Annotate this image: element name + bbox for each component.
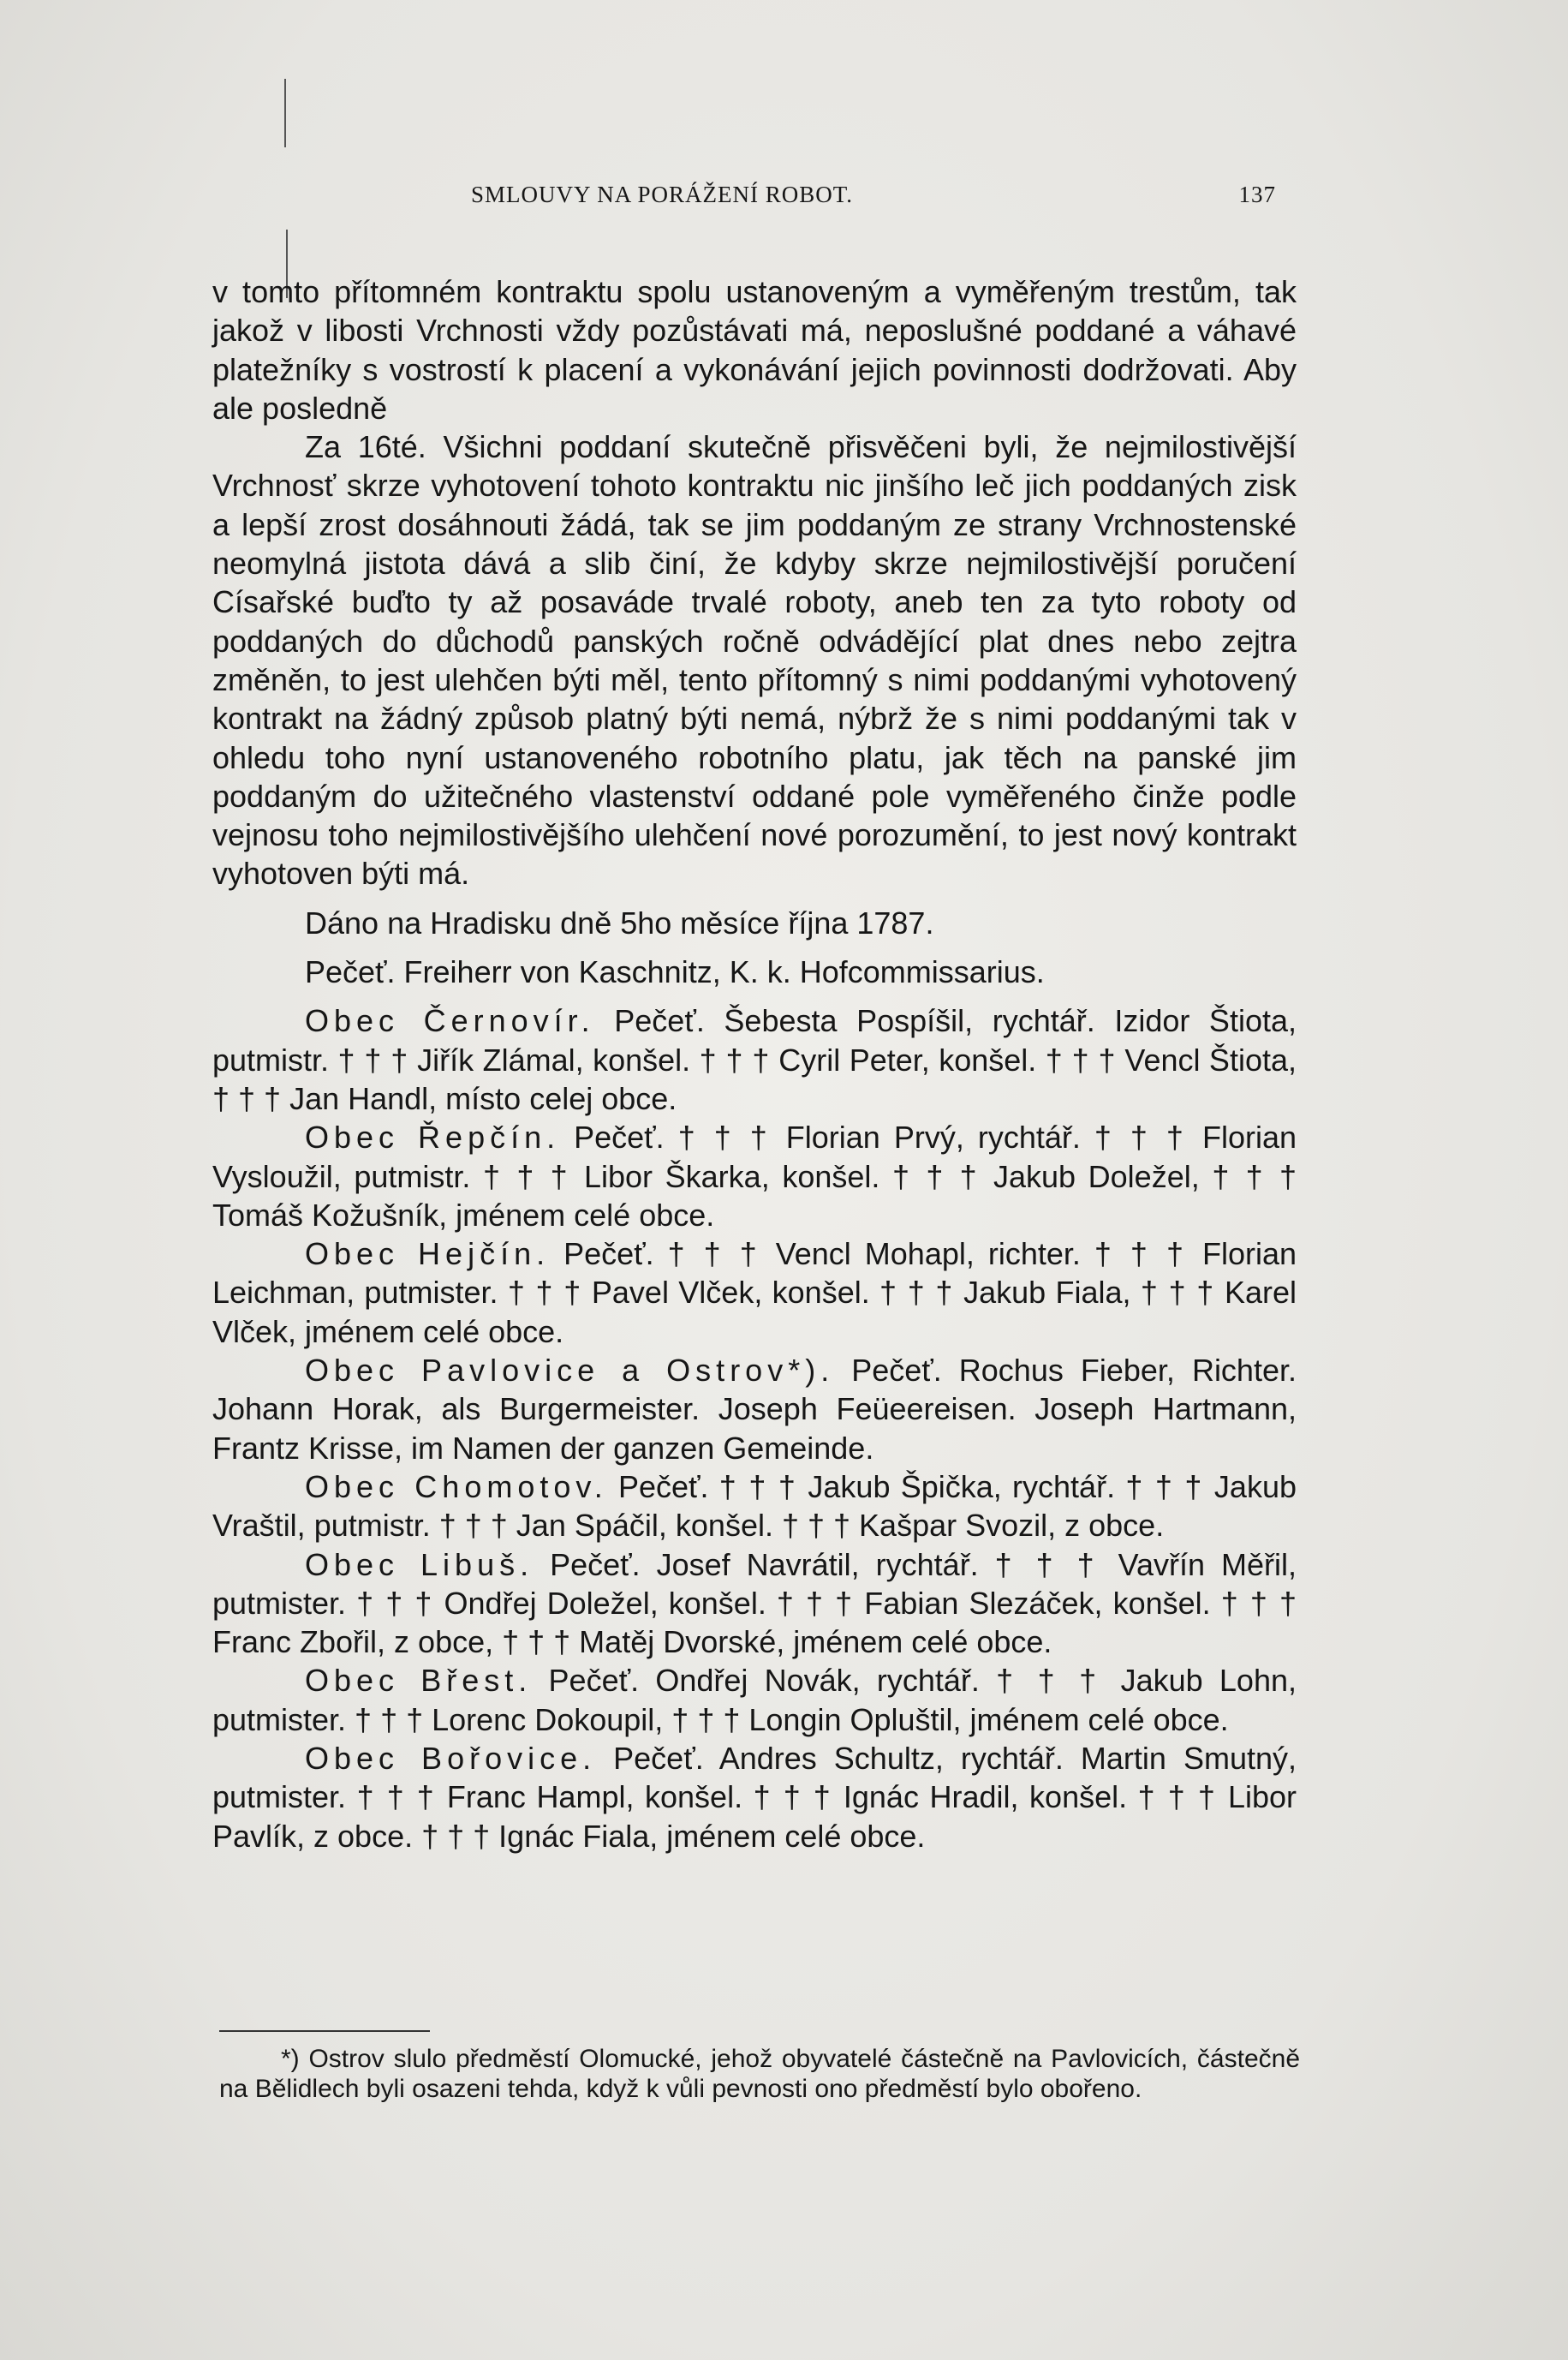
community-signatories: Pečeť. Šebesta Pospíšil, rychtář. Izidor Štiota, putmistr. † † † Jiřík Zlámal, konšel. † † † Cyril Peter, konšel. † † † Vencl Štiota, † † † Jan Handl, místo celej obce. bbox=[212, 1003, 1297, 1116]
community-name: Obec Hejčín. bbox=[305, 1236, 551, 1272]
date-line: Dáno na Hradisku dně 5ho měsíce října 1787. bbox=[305, 905, 934, 941]
paragraph-continuation: v tomto přítomném kontraktu spolu ustanoveným a vyměřeným trestům, tak jakož v libosti Vrchnosti vždy pozůstávati má, neposlušné poddané a váhavé platežníky s vostrostí k placení a vykonávání jejich povinnosti dodržovati. Aby ale posledně bbox=[212, 274, 1297, 426]
community-name: Obec Bořovice. bbox=[305, 1740, 597, 1776]
community-entry bbox=[212, 1661, 1297, 1739]
footnote-text: *) Ostrov slulo předměstí Olomucké, jehož obyvatelé částečně na Pavlovicích, částečně na Bělidlech byli osazeni tehda, když k vůli pevnosti ono předměstí bylo obořeno. bbox=[219, 2045, 1300, 2103]
community-entry bbox=[212, 1118, 1297, 1234]
community-entry bbox=[212, 1467, 1297, 1545]
footnote bbox=[219, 2044, 1300, 2104]
seal-line: Pečeť. Freiherr von Kaschnitz, K. k. Hofcommissarius. bbox=[305, 954, 1045, 990]
community-signatories: Pečeť. † † † Jakub Špička, rychtář. † † † Jakub Vraštil, putmistr. † † † Jan Spáčil, konšel. † † † Kašpar Svozil, z obce. bbox=[212, 1468, 1297, 1544]
community-signatories: Pečeť. † † † Florian Prvý, rychtář. † † † Florian Vysloužil, putmistr. † † † Libor Škarka, konšel. † † † Jakub Doležel, † † † Tomáš Kožušník, jménem celé obce. bbox=[212, 1120, 1297, 1233]
community-name: Obec Libuš. bbox=[305, 1546, 534, 1582]
community-name: Obec Břest. bbox=[305, 1663, 533, 1699]
community-signatories: Pečeť. Ondřej Novák, rychtář. † † † Jakub Lohn, putmister. † † † Lorenc Dokoupil, † † † Longin Opluštil, jménem celé obce. bbox=[212, 1663, 1297, 1737]
running-header bbox=[471, 182, 1276, 208]
community-name: Obec Pavlovice a Ostrov*). bbox=[305, 1353, 835, 1389]
community-name: Obec Řepčín. bbox=[305, 1120, 561, 1156]
page-number: 137 bbox=[1238, 182, 1276, 207]
community-signatories: Pečeť. † † † Vencl Mohapl, richter. † † † Florian Leichman, putmister. † † † Pavel Vlček, konšel. † † † Jakub Fiala, † † † Karel Vlček, jménem celé obce. bbox=[212, 1236, 1297, 1349]
community-signatories: Pečeť. Josef Navrátil, rychtář. † † † Vavřín Měřil, putmister. † † † Ondřej Doležel, konšel. † † † Fabian Slezáček, konšel. † † † Franc Zbořil, z obce, † † † Matěj Dvorské, jménem celé obce. bbox=[212, 1546, 1297, 1660]
paragraph-article-16: Za 16té. Všichni poddaní skutečně přisvěčeni byli, že nejmilostivější Vrchnosť skrze vyhotovení tohoto kontraktu nic jinšího leč jich poddaných zisk a lepší zrost dosáhnouti žádá, tak se jim poddaným ze strany Vrchnostenské neomylná jistota dává a slib činí, že kdyby skrze nejmilostivější poručení Císařské buďto ty až posaváde trvalé roboty, aneb ten za tyto roboty od poddaných do důchodů panských ročně odvádějící plat dnes nebo zejtra změněn, to jest ulehčen býti měl, tento přítomný s nimi poddanými vyhotovený kontrakt na žádný způsob platný býti nemá, nýbrž že s nimi poddanými tak v ohledu toho nyní ustanoveného robotního platu, jak těch na panské jim poddaným do užitečného vlastenství oddané pole vyměřeného činže podle vejnosu toho nejmilostivějšího ulehčení nové porozumění, to jest nový kontrakt vyhotoven býti má. bbox=[212, 429, 1297, 892]
community-name: Obec Černovír. bbox=[305, 1003, 595, 1039]
community-entry bbox=[212, 1545, 1297, 1662]
community-signatories: Pečeť. Rochus Fieber, Richter. Johann Horak, als Burgermeister. Joseph Feüeereisen. Joseph Hartmann, Frantz Krisse, im Namen der ganzen Gemeinde. bbox=[212, 1353, 1297, 1466]
community-signatories: Pečeť. Andres Schultz, rychtář. Martin Smutný, putmister. † † † Franc Hampl, konšel. † † † Ignác Hradil, konšel. † † † Libor Pavlík, z obce. † † † Ignác Fiala, jménem celé obce. bbox=[212, 1740, 1297, 1854]
community-entry bbox=[212, 1001, 1297, 1118]
main-text bbox=[212, 272, 1297, 1855]
running-title: SMLOUVY NA PORÁŽENÍ ROBOT. bbox=[471, 182, 854, 207]
scan-mark bbox=[284, 79, 286, 147]
community-entry bbox=[212, 1351, 1297, 1467]
community-entry bbox=[212, 1234, 1297, 1351]
footnote-divider bbox=[219, 2030, 430, 2032]
community-entry bbox=[212, 1739, 1297, 1855]
community-name: Obec Chomotov. bbox=[305, 1468, 608, 1504]
